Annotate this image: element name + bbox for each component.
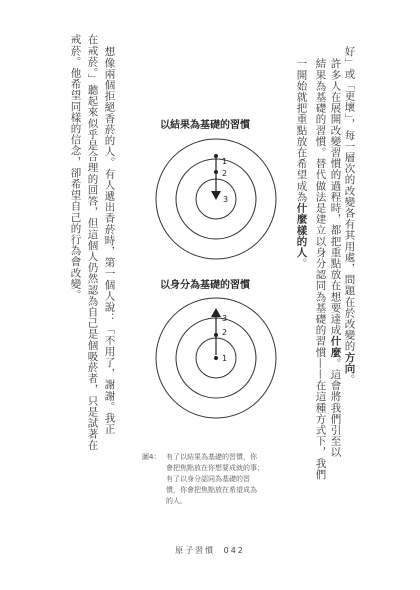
diagram-title-outcome: 以結果為基礎的習慣 [160,120,250,131]
caption-line: 有了以結果為基礎的習慣，你 [166,453,257,461]
book-title: 原子習慣 [175,546,216,555]
emphasis-text: 什麼樣的人 [295,202,308,258]
page-number: 042 [223,546,245,555]
body-text: 。 [343,373,356,385]
body-text: 許多人在展開改變習慣的過程時，都把重點放在想要達成 [329,58,342,336]
ring-label: 1 [222,157,228,166]
text-column [330,58,341,458]
text-column [87,34,98,451]
body-text: 戒菸。他希望同樣的信念，卻希望自己的行為會改變。 [69,34,82,301]
body-text: 。這會將我們引至以 [329,357,342,458]
identity-based-habits-diagram [151,293,281,423]
body-text: 結果為基礎的習慣。替代做法是建立以身分認同為基礎的習慣——在這種方式下，我們 [314,58,327,480]
body-text: 在戒菸。」聽起來似乎是合理的回答，但這個人仍然認為自己是個吸菸者，只是試著在 [86,34,99,451]
text-column [70,34,81,300]
body-text: 一開始就把重點放在希望成為 [295,58,308,203]
caption-line: 慣，你會把焦點放在希望成為 [166,486,257,494]
text-column [315,58,326,480]
body-text: 想像兩個拒絕香菸的人。有人遞出香菸時，第一個人說：「不用了，謝謝。我正 [103,46,116,435]
ring-dot [214,356,218,360]
outcome-based-habits-diagram [151,134,281,264]
ring-label: 1 [222,354,228,363]
text-column [296,58,307,269]
ring-dot [214,170,218,174]
ring-label: 3 [222,314,228,323]
ring-label: 2 [222,169,228,178]
body-text: 。 [295,257,308,269]
text-column [344,46,355,385]
diagram-title-identity: 以身分為基礎的習慣 [160,280,250,291]
ring-label: 2 [222,328,228,337]
arrow-down-icon [211,191,221,200]
figure-label: 圖4： [142,453,161,461]
emphasis-text: 什麼 [329,335,342,358]
emphasis-text: 方向 [343,351,356,374]
text-column [104,46,115,435]
caption-line: 的人。 [166,497,187,505]
ring-label: 3 [223,195,229,204]
page-footer [0,545,420,556]
arrow-up-icon [211,308,221,317]
ring-dot [214,333,218,337]
body-text: 好」或「更壞」，每一層次的改變各有其用處，問題在於改變的 [343,46,356,352]
caption-line: 會把焦點放在你想要成就的事； [166,464,264,472]
ring-dot [214,154,218,158]
figure-caption [166,452,264,507]
caption-line: 有了以身分認同為基礎的習 [166,475,250,483]
